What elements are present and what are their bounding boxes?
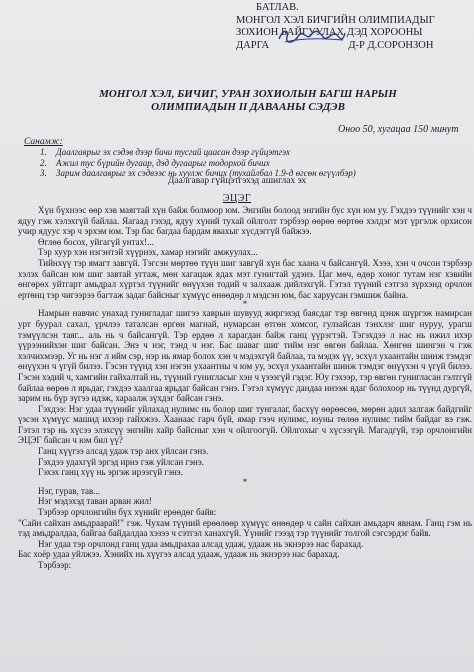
instruction-item: 1. Даалгаврыг эх сэдэв дээр бичи тусгай цаасан дээр гүйцэтгэх — [40, 147, 290, 157]
signature-icon — [277, 27, 347, 45]
instruction-item: 3. Зарим даалгаврыг эх сэдвээс нь хуулж бичих (тухайлбал 1.9-д өгсөн өгүүлбэр) — [40, 168, 356, 178]
approval-position: ДАРГА — [236, 39, 270, 51]
instructions-list — [40, 147, 470, 179]
story-paragraph: Тэр хуур хэн нэгэнтэй хүүрнэх, хамар нэгийг амжуулах... — [38, 247, 258, 258]
story-paragraph: Нэг, гурав, тав... — [38, 485, 101, 496]
approval-line-3: ЗОХИОН БАЙГУУЛАХ ДЭД ХОРООНЫ — [236, 27, 423, 38]
approval-heading: БАТЛАВ. — [256, 2, 299, 13]
instruction-item: 2. Ажил тус бүрийн дугаар, дэд дугаарыг тодорхой бичих — [40, 157, 270, 168]
story-paragraph: Намрын навчис унахад гунигладаг шигээ хаврын шувууд жиргэхэд баясдаг тэр өвгөнд цэнж шүргэж намирсан урт буурал сахал, үрчлээ таталсан өргөн магнай, нумарсан өтгөн хомсог, гулзайсан тэнхлэг шиг нуруу, урагш тэмүүлсэн таяг... аль нь ч байсангүй. Тэр ердөө л харагдан байж ганц үүрэгтэй. Тэгэхдээ л нас нь ижил ихэр үүрээнийхэн шиг байсан. Энэ ч нэг, тэнд ч нэг. Бас шаваг шиг тийм нэг өвгөн байлаа. Хөнгөн шингэн ч гэж хэлчихмээр. Уг нь нэг л ийм сэр, нэр нь ямар болох хэн ч мэдэхгүй байлаа, та мэдэх үү, эсхүл ухаантайн шинж тэмдэг өнүүхэн ч үгүй билээ. Гэсэн түүнд хэн нэгэн ухаантны ч юм уу, эсхүл ухаантайн шинж тэмдэг өнүүхэн ч үгүй билээ. Гэсэн хэдий ч, хамгийн гайхалтай нь, түүний гунигласыг хэн ч үзээгүй гэдэг. Юу гэхээр, тэр өвгөн гунигласан гэлтгүй байлаа өөрөө л ярьдаг, гэхдээ хаалгаа ярьдаг байсан гэнэ. Гэтэл хүмүүс дандаа инээж ядаг болохоор нь түүнд дургүй, зарим нь бүр зүгээ идэж, хараалж зүхдэг байсан гэнэ. — [18, 308, 472, 404]
approval-block — [236, 2, 468, 52]
title-line-1: МОНГОЛ ХЭЛ, БИЧИГ, УРАН ЗОХИОЛЫН БАГШ НАРЫН — [99, 88, 397, 100]
story-title: ЭЦЭГ — [222, 193, 252, 204]
story-paragraph: Нэг мэдэхэд таван арван жил! — [38, 496, 152, 507]
instructions-heading: Санамж: — [24, 137, 63, 147]
story-paragraph: Гэхдээ: Нэг удаа түүнийг уйлахад нулимс нь болор шиг тунгалаг, басхүү өөрөөсөө, мөрөн адил залгаж байдгийг үзсэн хүмүүс машид ихээр гайхжээ. Хаанаас гарч бүй, ямар гээч нулимс, юуны төлөө нулимс тийм байдаг вэ гэж. Гэтэл тэр нь хүсээ элэхсүү энгийн хайр байсныг хэн ч ойлгоогүй. Ойлгохыг ч хүсээгүй. Магадгүй, тэр орчлонгийн ЭЦЭГ байсан ч юм бил үү? — [18, 403, 472, 446]
story-paragraph: Тийнхүү тэр ямагт завгүй. Тэгсэн мөртөө түүн шиг завгүй хүн бас хаана ч байсангүй. Хэээ, хэн ч очсон тэрбээр хэлэх байсан юм шиг завтай угтаж, мөн хагацаж ядах мэт гунигтай удэнэ. Цаг мөч, өдөр хоног тутам нэг хэвийн өнгөрөх уйтгарт амьдрал хүртэл түүнийг өнүүхэн тодий ч залхааж дийлэхгүй. Гэтэл түүний сэтгэл зүрхэнд орчлон ертөнц тэр чигээрээ багтаж задаг байсныг хүмүүс өнөөдөр л мэдсэн юм, бас харуусан гэмшиж байна. — [18, 257, 472, 300]
score-time-note: Оноо 50, хугацаа 150 минут — [338, 124, 459, 135]
approval-signer: Д-Р Д.СОРОНЗОН — [348, 39, 434, 51]
document-title — [38, 88, 458, 114]
task-heading: Даалгавар гүйцэтгэхэд ашиглах эх — [167, 176, 307, 186]
title-line-2: ОЛИМПИАДЫН II ДАВААНЫ СЭДЭВ — [151, 101, 345, 113]
story-paragraph: Хүн бүхнээс өөр хэв маягтай хүн байж болмоор юм. Энгийн болоод энгийн бус хүн юм уу. Гэхдээ түүнийг хэн ч ядуу гэж хэлэхгүй байлаа. Яагаад гэхэд, ядуу хүний тухай ойлголт тэрбээр өөрөө өөртөө хэлдэг мэт үргэлж орхисон учир ядуус хэр ч эрхэм юм. Тэр бас багдаа бардам явахыг хүсдэггүй байжээ. — [18, 205, 472, 237]
story-paragraph: Тэрбээр орчлонгийн бүх хүнийг ерөөдөг байв: — [38, 507, 217, 518]
story-paragraph: Нэг удаа тэр орчлонд ганц удаа амьдрахаа алсад удаж, удааж нь экнэрээ нас барахад. — [38, 538, 364, 549]
approval-line-4 — [236, 40, 468, 53]
story-paragraph: Өглөө босох, уйгагүй унтах!... — [38, 236, 154, 247]
story-paragraph: Тэрбээр: — [38, 560, 72, 570]
story-text — [18, 205, 472, 571]
story-paragraph: Гэхэх ганц хүү нь эргэж ирээгүй гэнэ. — [38, 467, 183, 478]
story-paragraph: "Сайн сайхан амьдраарай!" гэж. Чухам түүний ерөөлөөр хүмүүс өнөөдөр ч сайн сайхан амьдарч явнам. Ганц гэм нь тэд амьдралдаа, байгаа байдалдаа хэзээ ч сэтгэл ханахгүй. Үүнийг гэээд тэр түүнийг толгой сэгсэрдэг байв. — [18, 517, 472, 539]
approval-line-2: МОНГОЛ ХЭЛ БИЧГИЙН ОЛИМПИАДЫГ — [236, 14, 435, 26]
section-separator: * — [242, 299, 248, 310]
section-separator: * — [242, 476, 248, 487]
story-paragraph: Ганц хүүгээ алсад удаж тэр анх уйлсан гэнэ. — [38, 446, 209, 457]
story-paragraph: Бас хоёр удаа уйлжээ. Хэнийх нь хүүгээ алсад удааж, удааж нь экнэрээ нас барахад. — [18, 549, 340, 560]
story-paragraph: Гэхдээ удахгүй эргэд ирнэ гэж уйлсан гэнэ. — [38, 456, 204, 467]
